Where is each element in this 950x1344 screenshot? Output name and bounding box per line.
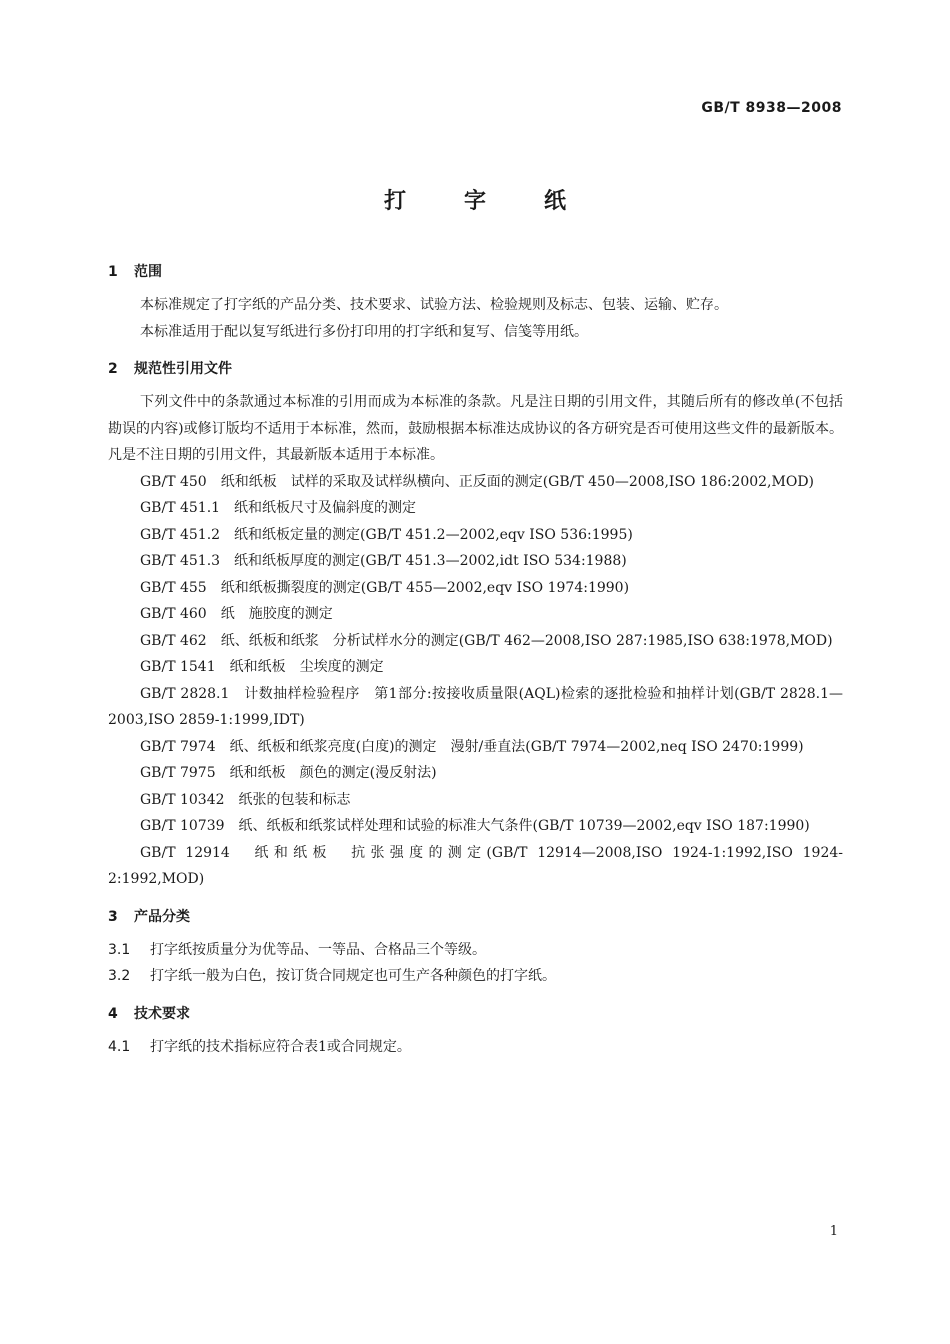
paragraph: 下列文件中的条款通过本标准的引用而成为本标准的条款。凡是注日期的引用文件，其随后所有的修改单(不包括勘误的内容)或修订版均不适用于本标准，然而，鼓励根据本标准达成协议的各方研究是否可使用这些文件的最新版本。凡是不注日期的引用文件，其最新版本适用于本标准。 — [108, 394, 843, 463]
reference-item: GB/T 2828.1 计数抽样检验程序 第1部分:按接收质量限(AQL)检索的逐批检验和抽样计划(GB/T 2828.1—2003,ISO 2859-1:1999,IDT) — [108, 685, 843, 728]
reference-item: GB/T 451.3 纸和纸板厚度的测定(GB/T 451.3—2002,idt ISO 534:1988) — [140, 553, 627, 569]
section-title: 范围 — [134, 264, 162, 280]
section-title: 规范性引用文件 — [134, 361, 232, 377]
document-title: 打字纸 — [383, 189, 624, 214]
paragraph: 本标准规定了打字纸的产品分类、技术要求、试验方法、检验规则及标志、包装、运输、贮存。 — [140, 297, 728, 313]
clause-number: 4.1 — [108, 1038, 131, 1055]
section-number: 4 — [108, 1005, 118, 1022]
reference-item: GB/T 451.1 纸和纸板尺寸及偏斜度的测定 — [140, 500, 417, 516]
reference-item: GB/T 450 纸和纸板 试样的采取及试样纵横向、正反面的测定(GB/T 450—2008,ISO 186:2002,MOD) — [140, 473, 815, 490]
document-body — [108, 262, 843, 1060]
clause-number: 3.1 — [108, 941, 131, 958]
clause — [108, 937, 843, 964]
reference-item: GB/T 10739 纸、纸板和纸浆试样处理和试验的标准大气条件(GB/T 10739—2002,eqv ISO 187:1990) — [140, 818, 810, 834]
paragraph: 本标准适用于配以复写纸进行多份打印用的打字纸和复写、信笺等用纸。 — [140, 323, 588, 340]
clause — [108, 963, 843, 990]
section-number: 2 — [108, 361, 118, 377]
clause — [108, 1034, 843, 1061]
clause-text: 打字纸按质量分为优等品、一等品、合格品三个等级。 — [150, 941, 486, 958]
reference-item: GB/T 7975 纸和纸板 颜色的测定(漫反射法) — [140, 765, 437, 781]
section-title: 技术要求 — [134, 1005, 190, 1022]
standard-number: GB/T 8938—2008 — [701, 100, 842, 116]
reference-item: GB/T 7974 纸、纸板和纸浆亮度(白度)的测定 漫射/垂直法(GB/T 7974—2002,neq ISO 2470:1999) — [140, 738, 804, 755]
reference-item: GB/T 451.2 纸和纸板定量的测定(GB/T 451.2—2002,eqv ISO 536:1995) — [140, 526, 633, 543]
clause-text: 打字纸一般为白色，按订货合同规定也可生产各种颜色的打字纸。 — [150, 968, 556, 984]
page-number: 1 — [829, 1224, 838, 1239]
clause-number: 3.2 — [108, 968, 131, 984]
section-heading-4 — [108, 1004, 843, 1024]
section-heading-2 — [108, 359, 843, 379]
reference-item: GB/T 1541 纸和纸板 尘埃度的测定 — [140, 659, 384, 675]
section-number: 1 — [108, 264, 118, 280]
clause-text: 打字纸的技术指标应符合表1或合同规定。 — [150, 1038, 411, 1055]
reference-item: GB/T 10342 纸张的包装和标志 — [140, 791, 351, 808]
reference-item: GB/T 460 纸 施胶度的测定 — [140, 606, 333, 622]
section-heading-1 — [108, 262, 843, 282]
section-title: 产品分类 — [134, 908, 190, 925]
section-heading-3 — [108, 907, 843, 927]
reference-item: GB/T 12914 纸和纸板 抗张强度的测定(GB/T 12914—2008,ISO 1924-1:1992,ISO 1924-2:1992,MOD) — [108, 844, 843, 887]
reference-item: GB/T 455 纸和纸板撕裂度的测定(GB/T 455—2002,eqv ISO 1974:1990) — [140, 579, 630, 596]
reference-item: GB/T 462 纸、纸板和纸浆 分析试样水分的测定(GB/T 462—2008,ISO 287:1985,ISO 638:1978,MOD) — [140, 632, 833, 649]
section-number: 3 — [108, 908, 118, 925]
